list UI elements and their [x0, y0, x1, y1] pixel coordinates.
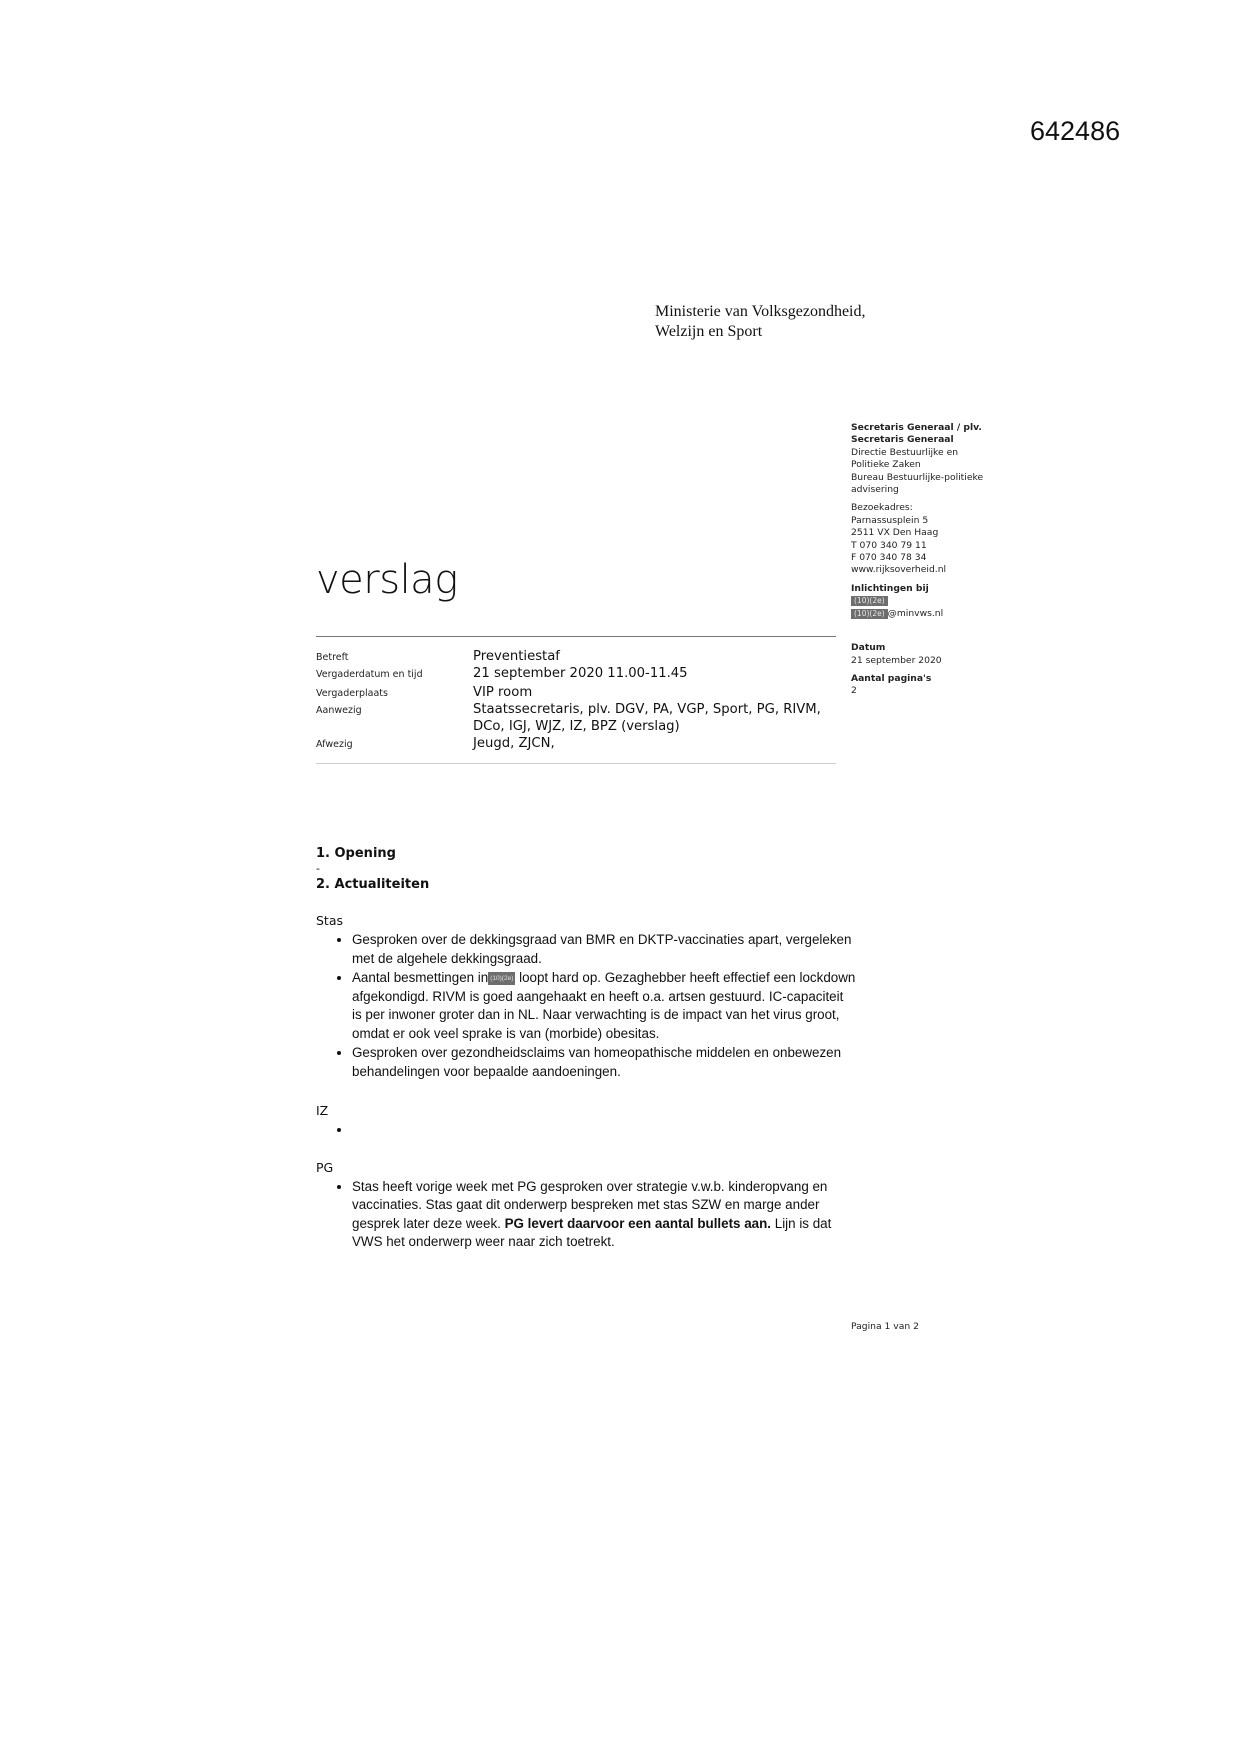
- meta-value: VIP room: [473, 685, 533, 700]
- stas-list: [316, 931, 856, 1081]
- attendees-line-1: Staatssecretaris, plv. DGV, PA, VGP, Sport, PG, RIVM,: [473, 702, 821, 717]
- sidebar-email-suffix: @minvws.nl: [887, 607, 944, 619]
- group-label-iz: IZ: [316, 1103, 329, 1118]
- sidebar-website[interactable]: www.rijksoverheid.nl: [851, 564, 947, 576]
- sidebar-fax: F 070 340 78 34: [851, 552, 927, 564]
- agenda-dash: -: [316, 862, 320, 875]
- meta-label: Afwezig: [316, 739, 353, 750]
- sidebar-org-1: Secretaris Generaal / plv.: [851, 422, 982, 433]
- sidebar-dept-4: advisering: [851, 484, 899, 496]
- agenda-heading-actualiteiten: 2. Actualiteiten: [316, 877, 430, 892]
- meta-value: Preventiestaf: [473, 649, 560, 664]
- page-footer: Pagina 1 van 2: [851, 1321, 919, 1332]
- ministry-line-1: Ministerie van Volksgezondheid,: [655, 303, 866, 320]
- divider: [316, 763, 836, 764]
- meta-label: Vergaderdatum en tijd: [316, 669, 423, 680]
- meta-row-betreft: [316, 648, 836, 665]
- divider: [316, 636, 836, 637]
- meta-row-datum: [316, 665, 836, 682]
- sidebar-dept-3: Bureau Bestuurlijke-politieke: [851, 471, 984, 483]
- agenda-heading-opening: 1. Opening: [316, 846, 396, 861]
- list-item-text: Aantal besmettingen in: [352, 970, 489, 985]
- meta-label: Aanwezig: [316, 705, 362, 716]
- meeting-metadata: [316, 648, 836, 752]
- redaction-box: (10)(2e): [488, 972, 515, 985]
- sidebar-pages-label: Aantal pagina's: [851, 672, 932, 684]
- iz-list: [316, 1121, 856, 1140]
- group-label-stas: Stas: [316, 913, 344, 928]
- pg-list: [316, 1178, 856, 1252]
- sidebar-info-label: Inlichtingen bij: [851, 582, 929, 594]
- minutes-body: [316, 845, 856, 1253]
- meta-label: Vergaderplaats: [316, 688, 388, 699]
- list-item: • Gesproken over de dekkingsgraad van BMR en DKTP-vaccinaties apart, vergeleken met de algehele dekkingsgraad.: [352, 931, 856, 968]
- meta-row-afwezig: [316, 735, 836, 752]
- action-point: PG levert daarvoor een aantal bullets aan.: [504, 1215, 772, 1231]
- sidebar-visit-label: Bezoekadres:: [851, 502, 913, 514]
- meta-value: Jeugd, ZJCN,: [473, 736, 555, 751]
- sidebar-dept-1: Directie Bestuurlijke en: [851, 446, 959, 458]
- sidebar-org-2: Secretaris Generaal: [851, 434, 954, 446]
- sidebar-pages-value: 2: [851, 685, 857, 697]
- redaction-box: (10)(2e): [851, 609, 888, 619]
- meta-value: 21 september 2020 11.00-11.45: [473, 666, 688, 681]
- sidebar-date-value: 21 september 2020: [851, 654, 942, 666]
- meta-value: [473, 701, 836, 735]
- ministry-name: [655, 302, 866, 342]
- ministry-line-2: Welzijn en Sport: [655, 323, 763, 340]
- sidebar-dept-2: Politieke Zaken: [851, 459, 921, 471]
- list-item: [352, 1178, 856, 1252]
- list-item: [352, 969, 856, 1043]
- sidebar-postal: 2511 VX Den Haag: [851, 527, 939, 539]
- sidebar-date-label: Datum: [851, 642, 886, 654]
- meta-row-aanwezig: [316, 701, 836, 735]
- list-item-text: loopt hard op. Gezaghebber heeft effectief een lockdown afgekondigd. RIVM is goed aangehaakt en heeft o.a. artsen gestuurd. IC-capaciteit is per inwoner groter dan in NL. Naar verwachting is de impact van het virus groot, omdat er ook veel sprake is van (morbide) obesitas.: [352, 970, 856, 1041]
- redaction-box: (10)(2e): [851, 596, 888, 606]
- document-number: 642486: [1030, 116, 1121, 146]
- attendees-line-2: DCo, IGJ, WJZ, IZ, BPZ (verslag): [473, 719, 680, 734]
- list-item-text: Stas heeft vorige week met PG gesproken over strategie v.w.b. kinderopvang en vaccinaties. Stas gaat dit onderwerp bespreken met stas SZW en marge ander gesprek later deze week.: [352, 1178, 828, 1231]
- list-item-text: Lijn is dat VWS het onderwerp weer naar zich toetrekt.: [352, 1215, 832, 1249]
- list-item: • Gesproken over gezondheidsclaims van homeopathische middelen en onbewezen behandelingen voor bepaalde aandoeningen.: [352, 1044, 856, 1081]
- sidebar-phone: T 070 340 79 11: [851, 539, 927, 551]
- list-item: [352, 1121, 856, 1140]
- document-title: verslag: [316, 557, 458, 603]
- meta-row-plaats: [316, 684, 836, 701]
- group-label-pg: PG: [316, 1159, 334, 1175]
- sidebar-street: Parnassusplein 5: [851, 514, 929, 526]
- sender-sidebar: [851, 422, 1031, 698]
- meta-label: Betreft: [316, 652, 349, 663]
